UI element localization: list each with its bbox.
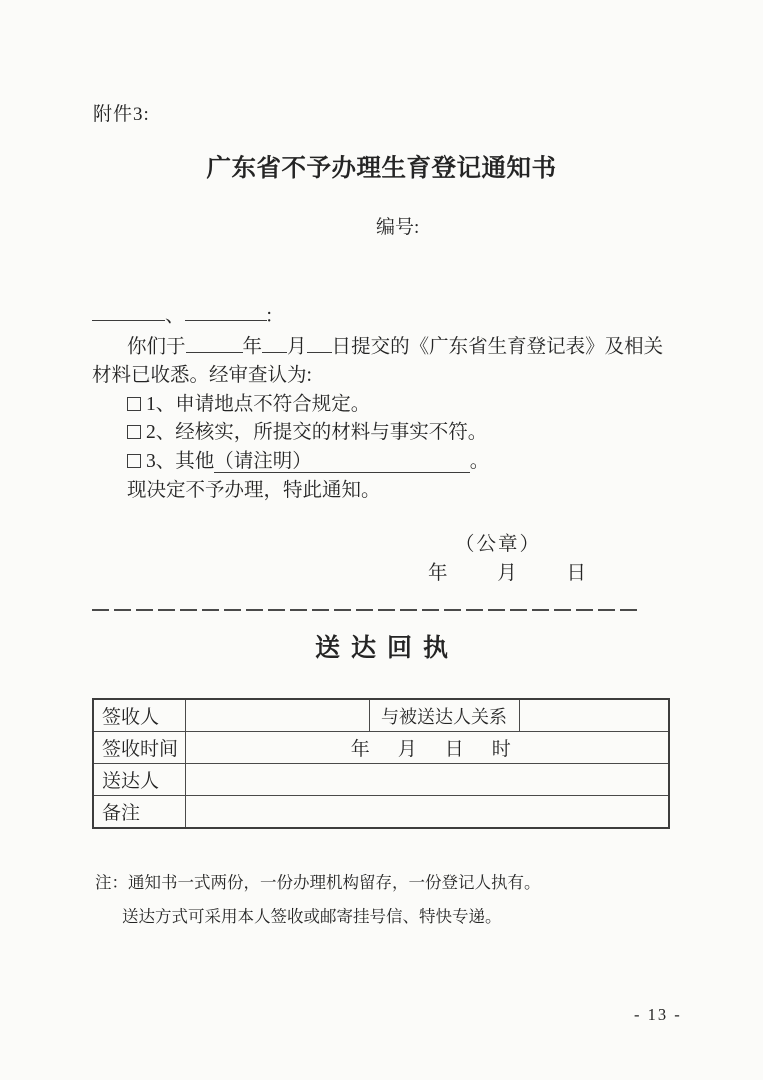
recipient-label: 签收人 <box>93 699 185 732</box>
sign-time-units <box>194 734 669 761</box>
table-row-remarks <box>93 796 669 829</box>
note-line-2: 送达方式可采用本人签收或邮寄挂号信、特快专递。 <box>122 906 502 926</box>
line2-suffix: 提交的《广东省生育登记表》及相关 <box>351 336 664 358</box>
closing-line: 现决定不予办理，特此通知。 <box>127 479 381 501</box>
relation-value-cell <box>519 699 669 732</box>
official-seal-label: （公章） <box>455 534 542 555</box>
checkbox-item-text: 1、申请地点不符合规定。 <box>146 393 371 415</box>
note-label: 注： <box>95 873 128 892</box>
blank-field-other-reason <box>312 466 470 467</box>
remarks-value-cell <box>185 796 669 829</box>
sign-time-value-cell <box>185 732 669 764</box>
blank-field-addressee-1 <box>92 300 165 321</box>
signature-date-line <box>428 557 586 585</box>
blank-field-month <box>262 331 287 352</box>
other-reason-note: （请注明） <box>214 450 312 472</box>
other-reason-underline <box>214 451 470 473</box>
deliverer-label: 送达人 <box>93 764 185 796</box>
table-row-recipient <box>93 699 669 732</box>
tear-off-dashed-line <box>92 609 641 611</box>
checkbox-icon <box>127 397 141 411</box>
table-row-sign-time <box>93 732 669 764</box>
blank-field-addressee-2 <box>185 300 267 321</box>
receipt-heading: 送达回执 <box>314 635 459 662</box>
date-unit-year: 年 <box>428 563 448 584</box>
unit-hour: 时 <box>491 739 511 760</box>
table-row-deliverer <box>93 764 669 796</box>
line2-lead: 你们于 <box>127 336 186 358</box>
unit-day: 日 <box>444 739 464 760</box>
checkbox-item-period: 。 <box>469 450 490 472</box>
document-number-label: 编号: <box>376 217 420 238</box>
body-line-received: 材料已收悉。经审查认为: <box>92 365 312 387</box>
deliverer-value-cell <box>185 764 669 796</box>
notice-body <box>92 300 672 505</box>
checkbox-icon <box>127 454 141 468</box>
unit-year: 年 <box>242 336 263 358</box>
sign-time-label: 签收时间 <box>93 732 185 764</box>
salutation-separator: 、 <box>165 305 185 327</box>
salutation-colon: : <box>266 305 272 327</box>
checkbox-item-3 <box>92 448 672 477</box>
unit-month: 月 <box>287 336 307 358</box>
receipt-table <box>92 698 670 829</box>
blank-field-year <box>186 331 243 352</box>
unit-month: 月 <box>397 739 417 760</box>
checkbox-item-text: 3、其他 <box>146 450 215 472</box>
unit-day: 日 <box>331 336 352 358</box>
blank-field-day <box>307 331 332 352</box>
relation-label: 与被送达人关系 <box>369 699 519 732</box>
checkbox-item-text: 2、经核实，所提交的材料与事实不符。 <box>146 422 488 444</box>
checkbox-item-2 <box>92 419 672 448</box>
date-unit-month: 月 <box>497 563 517 584</box>
recipient-value-cell <box>185 699 369 732</box>
note-line-1 <box>95 866 655 900</box>
document-title: 广东省不予办理生育登记通知书 <box>206 155 557 182</box>
checkbox-item-1 <box>92 391 672 420</box>
unit-year: 年 <box>350 739 370 760</box>
footnotes <box>95 866 655 933</box>
body-line-submission <box>92 331 672 362</box>
checkbox-icon <box>127 425 141 439</box>
attachment-label: 附件3: <box>93 104 150 125</box>
salutation-line <box>92 300 672 331</box>
page-number: - 13 - <box>634 1005 682 1024</box>
date-unit-day: 日 <box>566 563 586 584</box>
note-text-1: 通知书一式两份，一份办理机构留存，一份登记人执有。 <box>128 873 541 892</box>
remarks-label: 备注 <box>93 796 185 829</box>
